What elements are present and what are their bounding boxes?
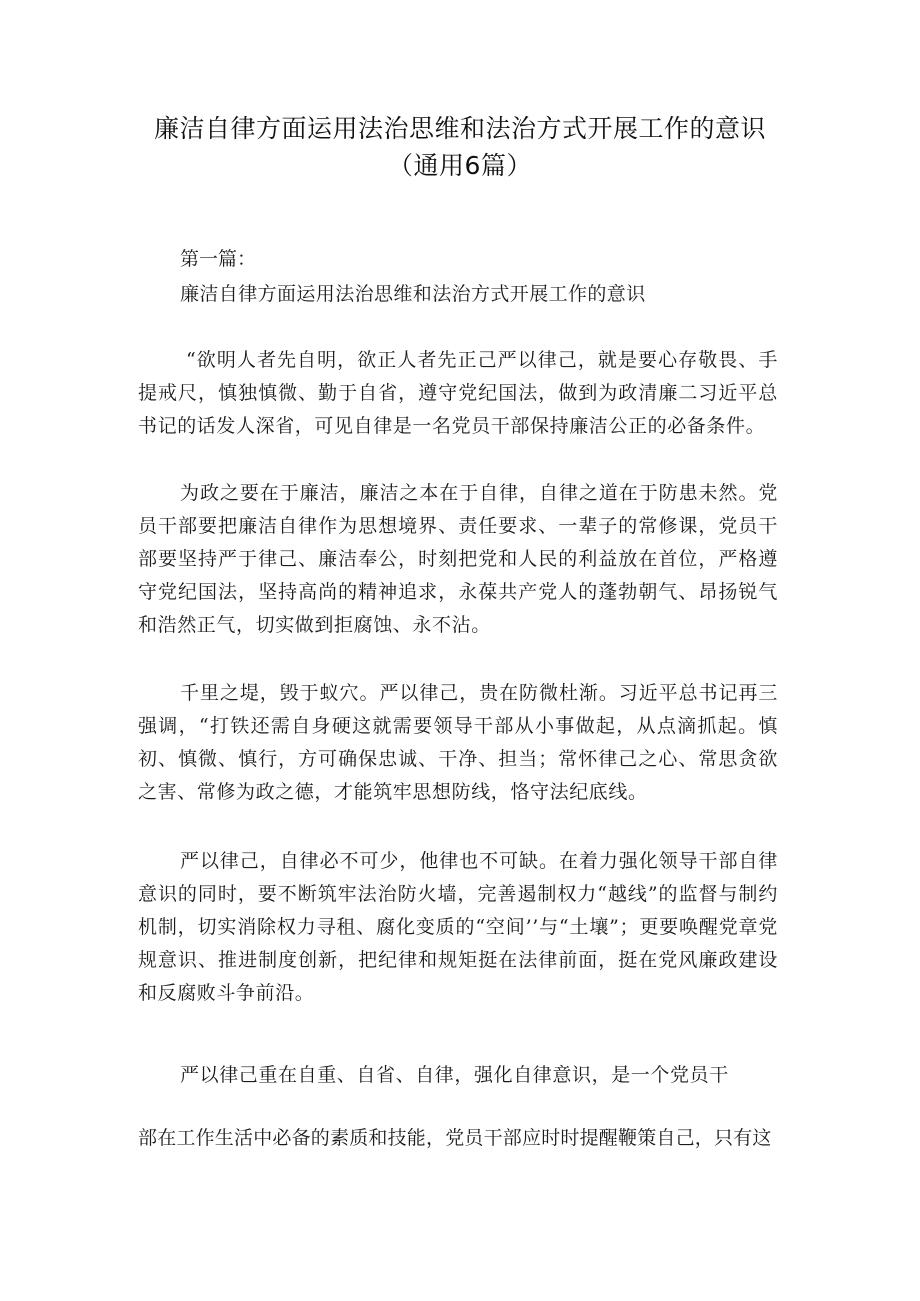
paragraph-5-line-1: 严以律己重在自重、自省、自律，强化自律意识，是一个党员干 [180,1064,729,1086]
paragraph-1: “欲明人者先自明，欲正人者先正己严以律己，就是要心存敬畏、手提戒尺，慎独慎微、勤于自省，遵守党纪国法，做到为政清廉二习近平总书记的话发人深省，可见自律是一名党员干部保持廉洁公正的必备条件。 [138,349,778,437]
section-heading: 廉洁自律方面运用法治思维和法治方式开展工作的意识 [180,283,646,305]
paragraph-4: 严以律己，自律必不可少，他律也不可缺。在着力强化领导干部自律意识的同时，要不断筑牢法治防火墙，完善遏制权力“越线”的监督与制约机制，切实消除权力寻租、腐化变质的“空间’’与“土壤”；更要唤醒党章党规意识、推进制度创新，把纪律和规矩挺在法律前面，挺在党风廉政建设和反腐败斗争前沿。 [138,850,778,1004]
section-label: 第一篇： [180,248,257,270]
paragraph-3: 千里之堤，毁于蚁穴。严以律己，贵在防微杜渐。习近平总书记再三强调，“打铁还需自身硬这就需要领导干部从小事做起，从点滴抓起。慎初、慎微、慎行，方可确保忠诚、干净、担当；常怀律己之心、常思贪欲之害、常修为政之德，才能筑牢思想防线，恪守法纪底线。 [138,682,778,803]
paragraph-2: 为政之要在于廉洁，廉洁之本在于自律，自律之道在于防患未然。党员干部要把廉洁自律作为思想境界、责任要求、一辈子的常修课，党员干部要坚持严于律己、廉洁奉公，时刻把党和人民的利益放在首位，严格遵守党纪国法，坚持高尚的精神追求，永葆共产党人的蓬勃朝气、昂扬锐气和浩然正气，切实做到拒腐蚀、永不沾。 [138,482,778,636]
document-title: 廉洁自律方面运用法治思维和法治方式开展工作的意识（通用6篇） [153,114,766,180]
paragraph-5-line-2: 部在工作生活中必备的素质和技能，党员干部应时时提醒鞭策自己，只有这 [138,1127,772,1149]
